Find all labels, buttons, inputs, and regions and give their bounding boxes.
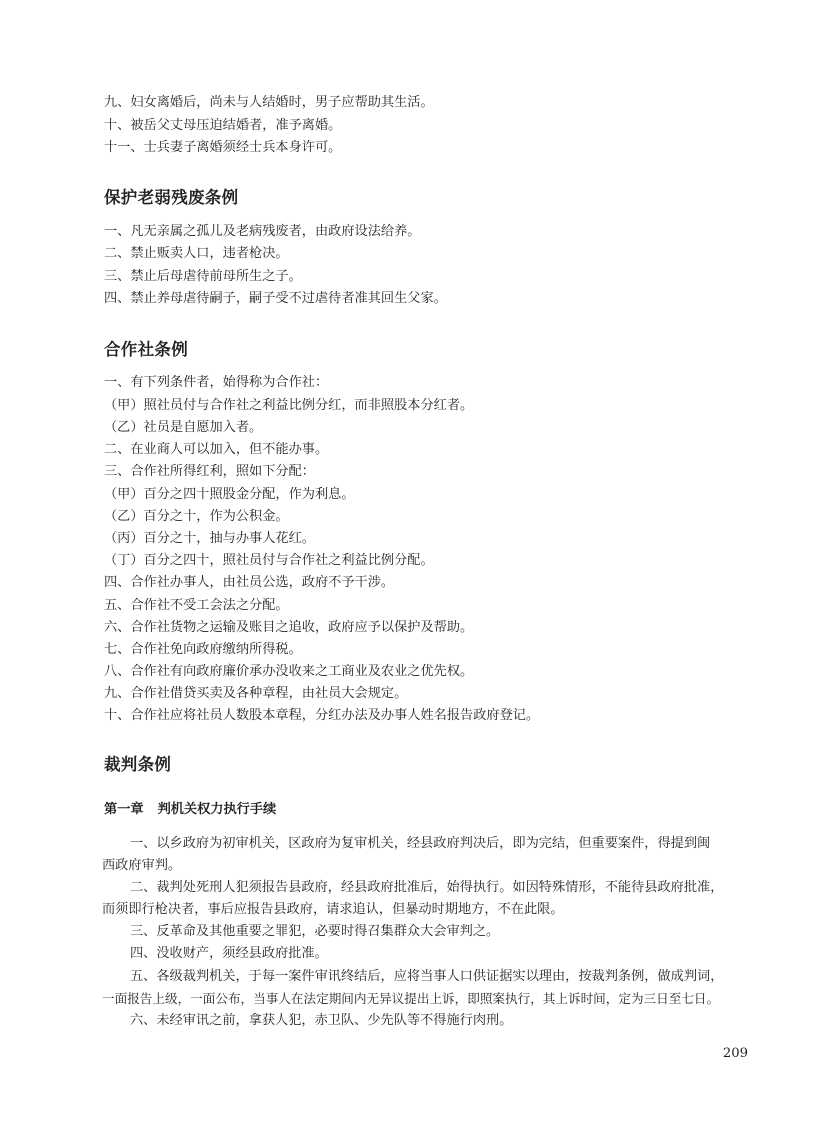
trial-paragraph-1 [104, 833, 752, 877]
trial-paragraph-3-line-1: 三、反革命及其他重要之罪犯，必要时得召集群众大会审判之。 [130, 924, 500, 939]
trial-paragraph-2-line-2: 而须即行枪决者，事后应报告县政府，请求追认，但暴动时期地方，不在此限。 [102, 902, 564, 917]
marriage-item-10: 十、被岳父丈母压迫结婚者，准予离婚。 [104, 118, 342, 133]
chapter-title: 判机关权力执行手续 [157, 802, 277, 817]
coop-item-3: 三、合作社所得红利，照如下分配： [104, 464, 315, 479]
protect-section-title: 保护老弱残废条例 [104, 188, 239, 207]
trial-section-title: 裁判条例 [104, 755, 172, 774]
protect-item-2: 二、禁止贩卖人口，违者枪决。 [104, 246, 289, 261]
trial-paragraph-1-line-1: 一、以乡政府为初审机关，区政府为复审机关，经县政府判决后，即为完结，但重要案件，得提到闽 [130, 836, 711, 851]
coop-item-3b: （乙）百分之十，作为公积金。 [104, 509, 289, 524]
coop-item-1b: （乙）社员是自愿加入者。 [104, 420, 263, 435]
trial-paragraph-5-line-1: 五、各级裁判机关，于每一案件审讯终结后，应将当事人口供证据实以理由，按裁判条例，做成判词， [130, 969, 724, 984]
coop-item-8: 八、合作社有向政府廉价承办没收来之工商业及农业之优先权。 [104, 664, 474, 679]
trial-paragraph-4-line-1: 四、没收财产，须经县政府批准。 [130, 946, 328, 961]
chapter-label: 第一章 [104, 802, 144, 817]
trial-paragraph-2 [104, 877, 752, 921]
coop-item-3a: （甲）百分之四十照股金分配，作为利息。 [104, 487, 355, 502]
trial-paragraph-1-line-2: 西政府审判。 [102, 858, 182, 873]
protect-item-4: 四、禁止养母虐待嗣子，嗣子受不过虐待者准其回生父家。 [104, 291, 447, 306]
coop-item-10: 十、合作社应将社员人数股本章程，分红办法及办事人姓名报告政府登记。 [104, 708, 540, 723]
coop-item-1a: （甲）照社员付与合作社之利益比例分红，而非照股本分红者。 [104, 398, 474, 413]
trial-paragraph-6 [104, 1010, 752, 1032]
coop-item-3d: （丁）百分之四十，照社员付与合作社之利益比例分配。 [104, 553, 434, 568]
trial-paragraph-5 [104, 966, 752, 1010]
marriage-item-9: 九、妇女离婚后，尚未与人结婚时，男子应帮助其生活。 [104, 95, 434, 110]
coop-item-3c: （丙）百分之十，抽与办事人花红。 [104, 531, 315, 546]
trial-paragraph-2-line-1: 二、裁判处死刑人犯须报告县政府，经县政府批准后，始得执行。如因特殊情形，不能待县政府批准， [130, 880, 724, 895]
trial-paragraph-5-line-2: 一面报告上级，一面公布，当事人在法定期间内无异议提出上诉，即照案执行，其上诉时间，定为三日至七日。 [102, 991, 720, 1006]
coop-item-6: 六、合作社货物之运输及账目之追收，政府应予以保护及帮助。 [104, 620, 474, 635]
coop-item-1: 一、有下列条件者，始得称为合作社： [104, 375, 329, 390]
protect-item-1: 一、凡无亲属之孤儿及老病残废者，由政府设法给养。 [104, 224, 421, 239]
coop-item-7: 七、合作社免向政府缴纳所得税。 [104, 642, 302, 657]
protect-item-3: 三、禁止后母虐待前母所生之子。 [104, 269, 302, 284]
coop-item-2: 二、在业商人可以加入，但不能办事。 [104, 442, 329, 457]
page-number: 209 [722, 1046, 748, 1061]
chapter-heading [104, 798, 276, 817]
coop-item-5: 五、合作社不受工会法之分配。 [104, 598, 289, 613]
trial-paragraph-3 [104, 921, 752, 943]
trial-paragraph-4 [104, 943, 752, 965]
coop-section-title: 合作社条例 [104, 340, 188, 359]
marriage-item-11: 十一、士兵妻子离婚须经士兵本身许可。 [104, 140, 342, 155]
coop-item-9: 九、合作社借贷买卖及各种章程，由社员大会规定。 [104, 686, 408, 701]
trial-paragraph-6-line-1: 六、未经审讯之前，拿获人犯，赤卫队、少先队等不得施行肉刑。 [130, 1013, 513, 1028]
coop-item-4: 四、合作社办事人，由社员公选，政府不予干涉。 [104, 575, 395, 590]
